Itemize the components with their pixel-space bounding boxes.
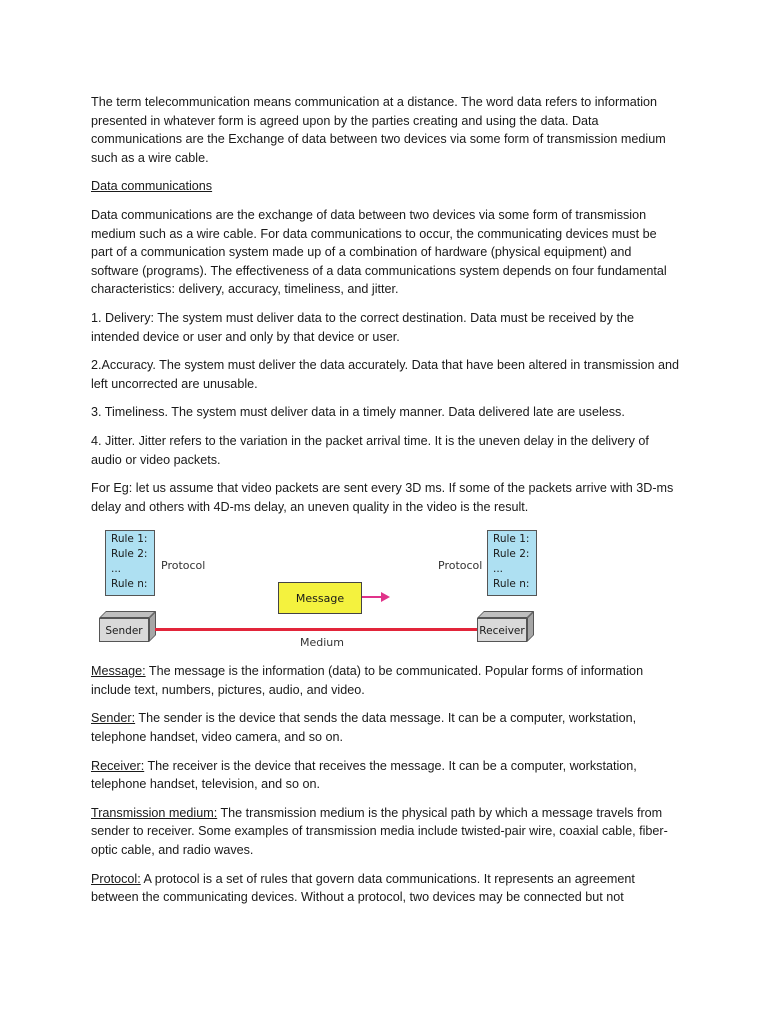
rule-2-label: Rule 2: xyxy=(493,548,530,561)
definition-protocol xyxy=(91,870,681,907)
protocol-label-left: Protocol xyxy=(161,559,206,573)
message-arrowhead-icon xyxy=(381,592,390,602)
definition-sender xyxy=(91,709,681,746)
definition-message xyxy=(91,662,681,699)
term-transmission-medium: Transmission medium: xyxy=(91,805,218,820)
list-item-accuracy: 2.Accuracy. The system must deliver the data accurately. Data that have been altered in transmission and left uncorrected are unusable. xyxy=(91,358,680,391)
message-box: Message xyxy=(278,582,362,614)
term-message: Message: xyxy=(91,664,146,679)
term-receiver: Receiver: xyxy=(91,758,145,773)
rule-ellipsis-label: ... xyxy=(111,563,122,576)
definition-receiver xyxy=(91,757,681,794)
sender-box-side xyxy=(149,611,156,642)
rule-1-label: Rule 1: xyxy=(111,533,148,546)
data-communications-paragraph: Data communications are the exchange of data between two devices via some form of transmission medium such as a wire cable. For data communications to occur, the communicating devices must be part of a communication system made up of a combination of hardware (physical equipment) and software (programs). The effectiveness of a data communications system depends on four fundamental characteristics: delivery, accuracy, timeliness, and jitter. xyxy=(91,207,667,297)
definition-text: The sender is the device that sends the data message. It can be a computer, workstation, telephone handset, video camera, and so on. xyxy=(91,711,637,745)
definition-text: The transmission medium is the physical path by which a message travels from sender to receiver. Some examples of transmission media include twisted-pair wire, coaxial cable, fiber-optic cable, and radio waves. xyxy=(91,805,668,858)
rule-n-label: Rule n: xyxy=(493,578,530,591)
receiver-box-side xyxy=(527,611,534,642)
receiver-box-top xyxy=(477,611,534,618)
definition-text: The message is the information (data) to be communicated. Popular forms of information include text, numbers, pictures, audio, and video. xyxy=(91,664,644,697)
sender-rules-box xyxy=(105,530,155,596)
receiver-box: Receiver xyxy=(477,618,527,642)
jitter-example-paragraph: For Eg: let us assume that video packets are sent every 3D ms. If some of the packets arrive with 3D-ms delay and others with 4D-ms delay, an uneven quality in the video is the result. xyxy=(91,481,674,514)
medium-label: Medium xyxy=(300,636,344,650)
section-heading: Data communications xyxy=(91,179,213,194)
list-item-delivery: 1. Delivery: The system must deliver data to the correct destination. Data must be received by the intended device or user and only by that device or user. xyxy=(91,310,634,344)
protocol-label-right: Protocol xyxy=(438,559,483,573)
rule-ellipsis-label: ... xyxy=(493,563,504,576)
term-sender: Sender: xyxy=(91,711,136,726)
sender-box-top xyxy=(99,611,156,618)
definition-text: The receiver is the device that receives the message. It can be a computer, workstation, telephone handset, television, and so on. xyxy=(91,758,637,792)
medium-line xyxy=(155,628,477,631)
list-item-timeliness: 3. Timeliness. The system must deliver data in a timely manner. Data delivered late are useless. xyxy=(91,405,625,420)
receiver-rules-box xyxy=(487,530,537,596)
definition-transmission-medium xyxy=(91,804,681,860)
communication-diagram xyxy=(95,530,535,652)
term-protocol: Protocol: xyxy=(91,871,141,886)
rule-n-label: Rule n: xyxy=(111,578,148,591)
rule-2-label: Rule 2: xyxy=(111,548,148,561)
intro-paragraph: The term telecommunication means communication at a distance. The word data refers to information presented in whatever form is agreed upon by the parties creating and using the data. Data communications are the Exchange of data between two devices via some form of transmission medium such as a wire cable. xyxy=(91,95,666,165)
definition-text: A protocol is a set of rules that govern data communications. It represents an agreement between the communicating devices. Without a protocol, two devices may be connected but not xyxy=(91,871,635,905)
list-item-jitter: 4. Jitter. Jitter refers to the variation in the packet arrival time. It is the uneven delay in the delivery of audio or video packets. xyxy=(91,433,649,467)
sender-box: Sender xyxy=(99,618,149,642)
rule-1-label: Rule 1: xyxy=(493,533,530,546)
document-page xyxy=(91,93,681,917)
